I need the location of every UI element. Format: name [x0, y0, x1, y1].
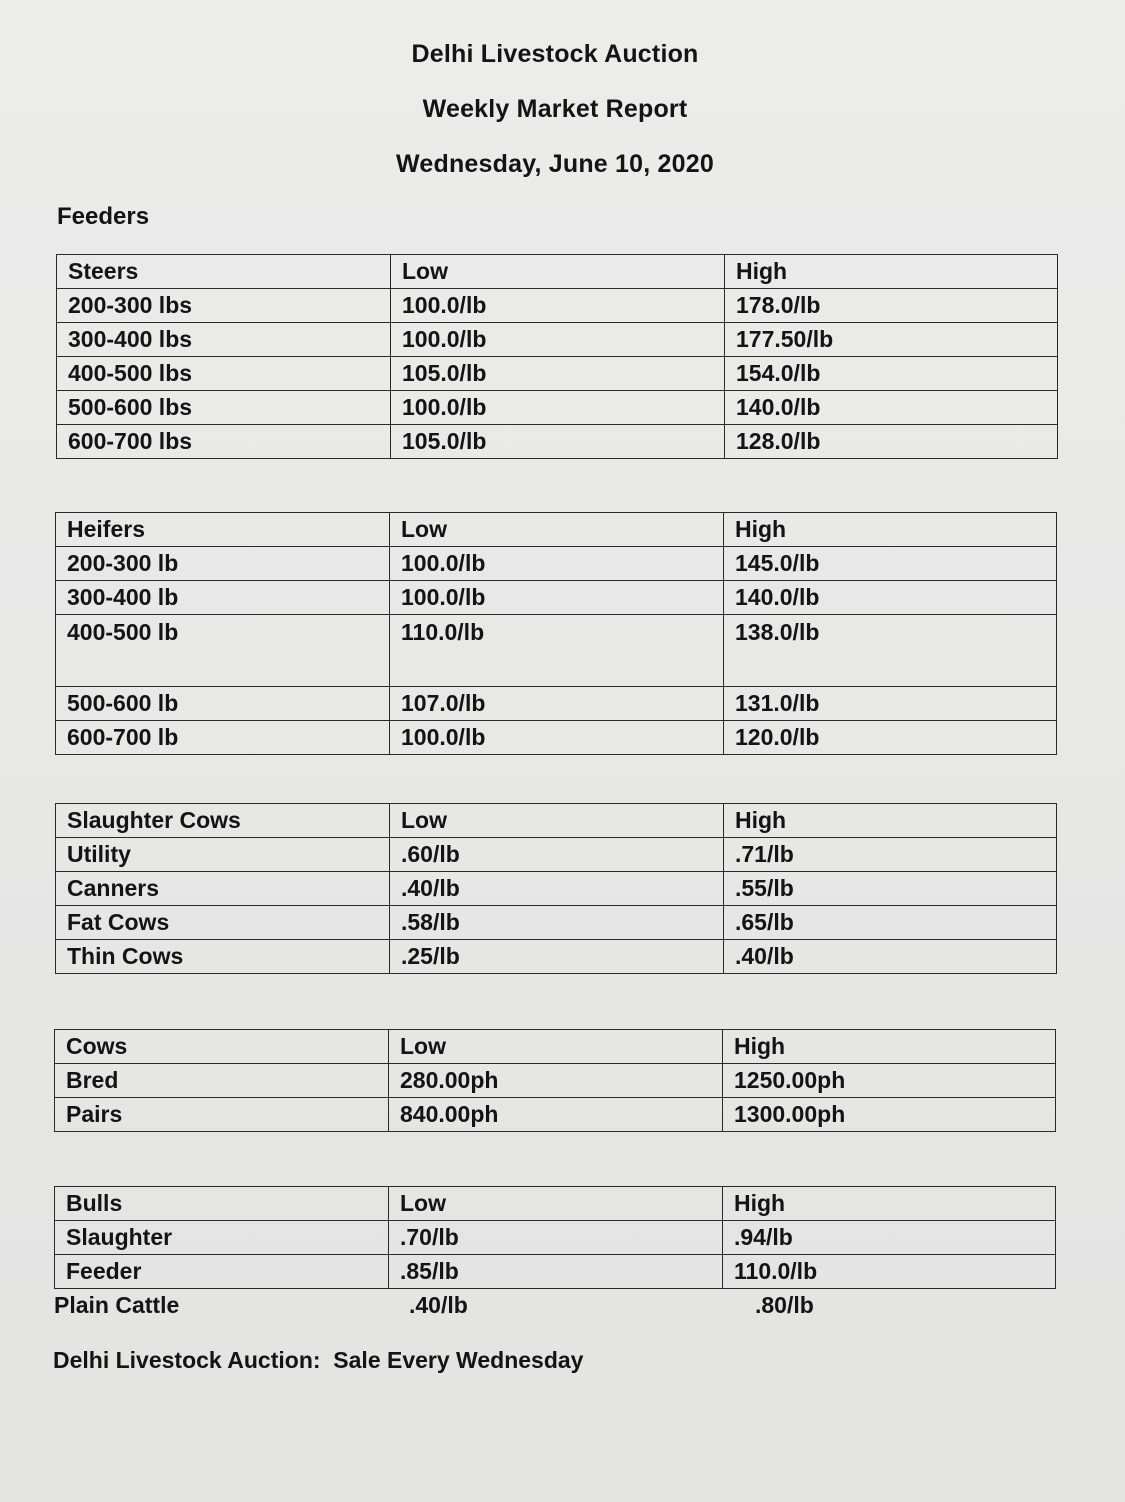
table-row	[57, 357, 1058, 391]
grade: Fat Cows	[56, 906, 390, 940]
slaughter-cows-header-category: Slaughter Cows	[56, 804, 390, 838]
plain-cattle-label: Plain Cattle	[54, 1292, 180, 1318]
bulls-table	[54, 1186, 1056, 1289]
high-price: 177.50/lb	[725, 323, 1058, 357]
cow-type: Pairs	[55, 1098, 389, 1132]
weight-class: 600-700 lbs	[57, 425, 391, 459]
table-row	[57, 323, 1058, 357]
low-price: 105.0/lb	[391, 425, 725, 459]
table-row	[57, 425, 1058, 459]
low-price: .40/lb	[390, 872, 724, 906]
slaughter-cows-table	[55, 803, 1057, 974]
weight-class: 500-600 lb	[56, 687, 390, 721]
grade: Thin Cows	[56, 940, 390, 974]
low-price: 107.0/lb	[390, 687, 724, 721]
low-price: 100.0/lb	[390, 581, 724, 615]
high-price: .55/lb	[724, 872, 1057, 906]
high-price: 1250.00ph	[723, 1064, 1056, 1098]
cows-header-high: High	[723, 1030, 1056, 1064]
high-price: .71/lb	[724, 838, 1057, 872]
table-header-row	[56, 804, 1057, 838]
low-price: 100.0/lb	[391, 323, 725, 357]
table-row	[56, 581, 1057, 615]
table-row	[57, 391, 1058, 425]
low-price: 100.0/lb	[391, 391, 725, 425]
steers-table	[56, 254, 1058, 459]
cow-type: Bred	[55, 1064, 389, 1098]
table-row	[56, 872, 1057, 906]
high-price: 140.0/lb	[724, 581, 1057, 615]
weight-class: 500-600 lbs	[57, 391, 391, 425]
table-header-row	[55, 1187, 1056, 1221]
bulls-header-high: High	[723, 1187, 1056, 1221]
table-row	[56, 940, 1057, 974]
grade: Utility	[56, 838, 390, 872]
table-header-row	[55, 1030, 1056, 1064]
table-header-row	[57, 255, 1058, 289]
cows-table	[54, 1029, 1056, 1132]
high-price: 138.0/lb	[724, 615, 1057, 687]
low-price: .58/lb	[390, 906, 724, 940]
table-row	[55, 1064, 1056, 1098]
low-price: 100.0/lb	[390, 547, 724, 581]
report-subtitle: Weekly Market Report	[422, 95, 688, 123]
high-price: 131.0/lb	[724, 687, 1057, 721]
plain-cattle-low-price: .40/lb	[409, 1292, 468, 1318]
weight-class: 300-400 lbs	[57, 323, 391, 357]
grade: Canners	[56, 872, 390, 906]
low-price: 840.00ph	[389, 1098, 723, 1132]
high-price: 178.0/lb	[725, 289, 1058, 323]
heifers-header-category: Heifers	[56, 513, 390, 547]
weight-class: 200-300 lbs	[57, 289, 391, 323]
table-row	[56, 615, 1057, 687]
low-price: .70/lb	[389, 1221, 723, 1255]
table-row	[56, 838, 1057, 872]
high-price: 128.0/lb	[725, 425, 1058, 459]
low-price: .60/lb	[390, 838, 724, 872]
low-price: 110.0/lb	[390, 615, 724, 687]
table-row	[55, 1098, 1056, 1132]
weight-class: 400-500 lbs	[57, 357, 391, 391]
table-header-row	[56, 513, 1057, 547]
weight-class: 400-500 lb	[56, 615, 390, 687]
bull-type: Slaughter	[55, 1221, 389, 1255]
footer-note: Delhi Livestock Auction: Sale Every Wednesday	[53, 1347, 584, 1373]
table-row	[56, 721, 1057, 755]
bull-type: Feeder	[55, 1255, 389, 1289]
cows-header-low: Low	[389, 1030, 723, 1064]
high-price: .94/lb	[723, 1221, 1056, 1255]
bulls-header-category: Bulls	[55, 1187, 389, 1221]
low-price: 105.0/lb	[391, 357, 725, 391]
high-price: 1300.00ph	[723, 1098, 1056, 1132]
high-price: 140.0/lb	[725, 391, 1058, 425]
table-row	[55, 1221, 1056, 1255]
heifers-header-high: High	[724, 513, 1057, 547]
high-price: .40/lb	[724, 940, 1057, 974]
plain-cattle-high-price: .80/lb	[755, 1292, 814, 1318]
table-row	[56, 547, 1057, 581]
weight-class: 600-700 lb	[56, 721, 390, 755]
weight-class: 200-300 lb	[56, 547, 390, 581]
high-price: 154.0/lb	[725, 357, 1058, 391]
table-row	[55, 1255, 1056, 1289]
low-price: 100.0/lb	[391, 289, 725, 323]
bulls-header-low: Low	[389, 1187, 723, 1221]
report-date: Wednesday, June 10, 2020	[396, 150, 714, 178]
weight-class: 300-400 lb	[56, 581, 390, 615]
low-price: 100.0/lb	[390, 721, 724, 755]
high-price: 120.0/lb	[724, 721, 1057, 755]
slaughter-cows-header-low: Low	[390, 804, 724, 838]
feeders-section-label: Feeders	[57, 203, 150, 230]
slaughter-cows-header-high: High	[724, 804, 1057, 838]
report-title: Delhi Livestock Auction	[411, 40, 699, 68]
steers-header-category: Steers	[57, 255, 391, 289]
low-price: 280.00ph	[389, 1064, 723, 1098]
table-row	[57, 289, 1058, 323]
high-price: 110.0/lb	[723, 1255, 1056, 1289]
steers-header-high: High	[725, 255, 1058, 289]
table-row	[56, 906, 1057, 940]
heifers-header-low: Low	[390, 513, 724, 547]
low-price: .25/lb	[390, 940, 724, 974]
high-price: .65/lb	[724, 906, 1057, 940]
table-row	[56, 687, 1057, 721]
steers-header-low: Low	[391, 255, 725, 289]
high-price: 145.0/lb	[724, 547, 1057, 581]
low-price: .85/lb	[389, 1255, 723, 1289]
heifers-table	[55, 512, 1057, 755]
cows-header-category: Cows	[55, 1030, 389, 1064]
